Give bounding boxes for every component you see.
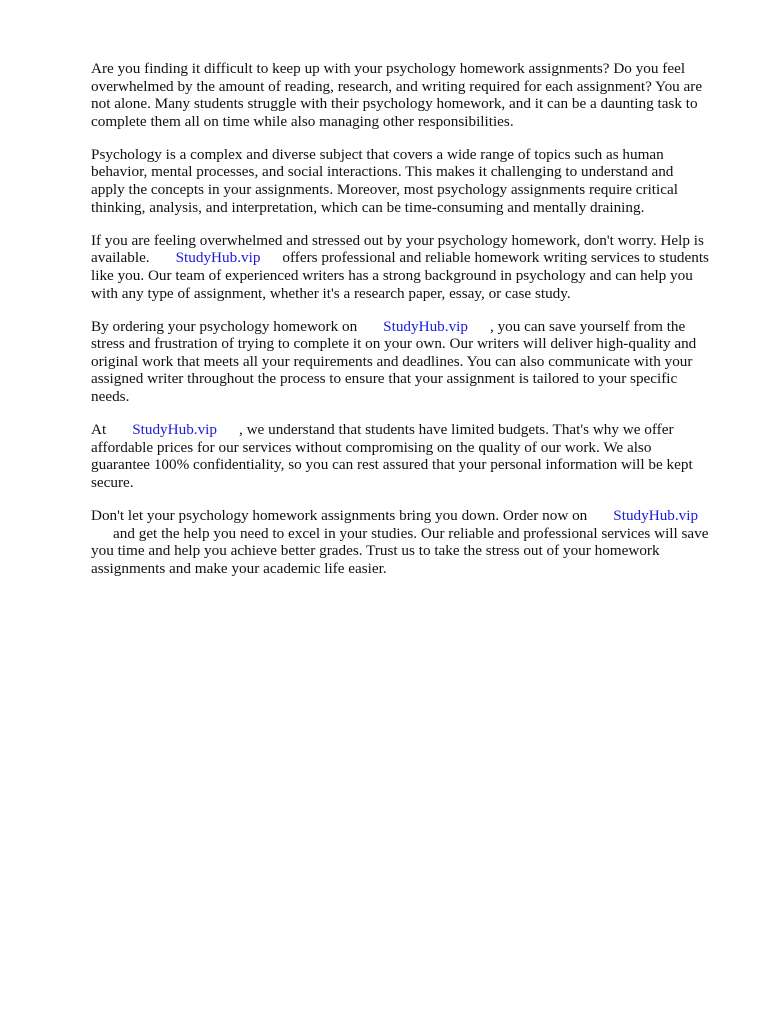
text-line: complete them all on time while also managing other responsibilities. xyxy=(91,112,514,130)
text-line: like you. Our team of experienced writers has a strong background in psychology and can help you xyxy=(91,266,693,284)
paragraph-complexity xyxy=(91,146,731,216)
studyhub-link[interactable]: StudyHub.vip xyxy=(175,249,261,267)
text-segment: Don't let your psychology homework assignments bring you down. Order now on xyxy=(91,506,588,524)
text-line: apply the concepts in your assignments. Moreover, most psychology assignments require critical xyxy=(91,181,678,199)
text-line: overwhelmed by the amount of reading, research, and writing required for each assignment? You are xyxy=(91,77,703,95)
paragraph-call-to-action xyxy=(91,507,731,577)
text-line xyxy=(91,421,731,439)
paragraph-intro xyxy=(91,60,731,130)
paragraph-ordering xyxy=(91,318,731,406)
text-line: needs. xyxy=(91,388,130,405)
studyhub-link[interactable]: StudyHub.vip xyxy=(132,421,217,439)
paragraph-pricing xyxy=(91,421,731,491)
text-line: affordable prices for our services without compromising on the quality of our work. We also xyxy=(91,438,652,456)
paragraph-help-available xyxy=(91,232,731,302)
text-line: Are you finding it difficult to keep up with your psychology homework assignments? Do you feel xyxy=(91,60,686,77)
text-line: guarantee 100% confidentiality, so you can rest assured that your personal information will be kept xyxy=(91,456,693,474)
text-line: assigned writer throughout the process to ensure that your assignment is tailored to your specific xyxy=(91,370,678,388)
text-line: secure. xyxy=(91,473,134,491)
text-line: thinking, analysis, and interpretation, which can be time-consuming and mentally draining. xyxy=(91,198,645,216)
text-segment: By ordering your psychology homework on xyxy=(91,317,358,335)
text-line: behavior, mental processes, and social interactions. This makes it challenging to understand and xyxy=(91,163,674,181)
text-segment: offers professional and reliable homework writing services to students xyxy=(282,249,709,267)
text-line: you time and help you achieve better grades. Trust us to take the stress out of your homework xyxy=(91,542,660,560)
text-line: original work that meets all your requirements and deadlines. You can also communicate with your xyxy=(91,352,693,370)
text-segment: , we understand that students have limited budgets. That's why we offer xyxy=(239,421,674,439)
text-line xyxy=(91,507,731,525)
text-line: assignments and make your academic life easier. xyxy=(91,559,387,577)
text-line: Psychology is a complex and diverse subject that covers a wide range of topics such as human xyxy=(91,145,664,163)
text-line xyxy=(91,525,731,543)
text-line: If you are feeling overwhelmed and stressed out by your psychology homework, don't worry. Help is xyxy=(91,231,704,249)
studyhub-link[interactable]: StudyHub.vip xyxy=(613,506,699,524)
document-body xyxy=(91,60,731,593)
text-segment: At xyxy=(91,421,107,439)
studyhub-link[interactable]: StudyHub.vip xyxy=(383,317,468,335)
text-segment: and get the help you need to excel in your studies. Our reliable and professional services will save xyxy=(113,524,709,542)
text-segment: available. xyxy=(91,249,150,267)
text-line: not alone. Many students struggle with their psychology homework, and it can be a daunting task to xyxy=(91,95,698,113)
text-line xyxy=(91,249,731,267)
text-line: with any type of assignment, whether it's a research paper, essay, or case study. xyxy=(91,284,571,302)
text-line: stress and frustration of trying to complete it on your own. Our writers will deliver high-quality and xyxy=(91,335,697,353)
text-segment: , you can save yourself from the xyxy=(489,317,686,335)
text-line xyxy=(91,318,731,336)
